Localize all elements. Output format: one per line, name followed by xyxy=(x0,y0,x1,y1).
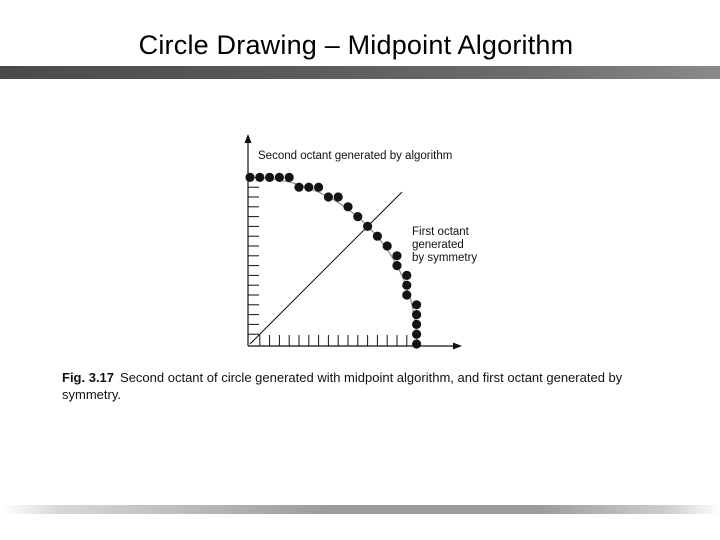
first-octant-label-line-1: First octant xyxy=(412,226,469,238)
pixel-dot xyxy=(285,173,294,182)
pixel-dot xyxy=(373,232,382,241)
pixel-dot xyxy=(255,173,264,182)
octant-diagonal xyxy=(250,192,402,344)
pixel-dot xyxy=(412,310,421,319)
pixel-dot xyxy=(334,192,343,201)
pixel-dot xyxy=(383,241,392,250)
pixel-dot xyxy=(402,281,411,290)
x-axis-arrow xyxy=(453,343,462,350)
pixel-dot xyxy=(353,212,362,221)
y-axis-arrow xyxy=(245,134,252,143)
pixel-dot xyxy=(392,261,401,270)
pixel-dot xyxy=(304,183,313,192)
pixel-dot xyxy=(265,173,274,182)
pixel-dot xyxy=(245,173,254,182)
second-octant-label: Second octant generated by algorithm xyxy=(258,150,453,162)
caption-text: Second octant of circle generated with midpoint algorithm, and first octant generated by symmetry. xyxy=(62,370,623,402)
pixel-dot xyxy=(363,222,372,231)
pixel-dot xyxy=(343,202,352,211)
pixel-dot xyxy=(412,320,421,329)
first-octant-label-line-2: generated xyxy=(412,239,464,251)
pixel-dot xyxy=(402,271,411,280)
pixel-dot xyxy=(275,173,284,182)
pixel-dot xyxy=(314,183,323,192)
pixel-dot xyxy=(412,330,421,339)
first-octant-label-line-3: by symmetry xyxy=(412,252,478,264)
caption-label: Fig. 3.17 xyxy=(62,370,115,385)
pixel-dot xyxy=(392,251,401,260)
pixel-dot xyxy=(412,339,421,348)
bottom-rule xyxy=(0,505,720,514)
slide-title: Circle Drawing – Midpoint Algorithm xyxy=(138,30,574,60)
pixel-dot xyxy=(412,300,421,309)
pixel-dot xyxy=(402,290,411,299)
pixel-dot xyxy=(294,183,303,192)
pixel-dot xyxy=(324,192,333,201)
figure-caption xyxy=(62,369,682,403)
